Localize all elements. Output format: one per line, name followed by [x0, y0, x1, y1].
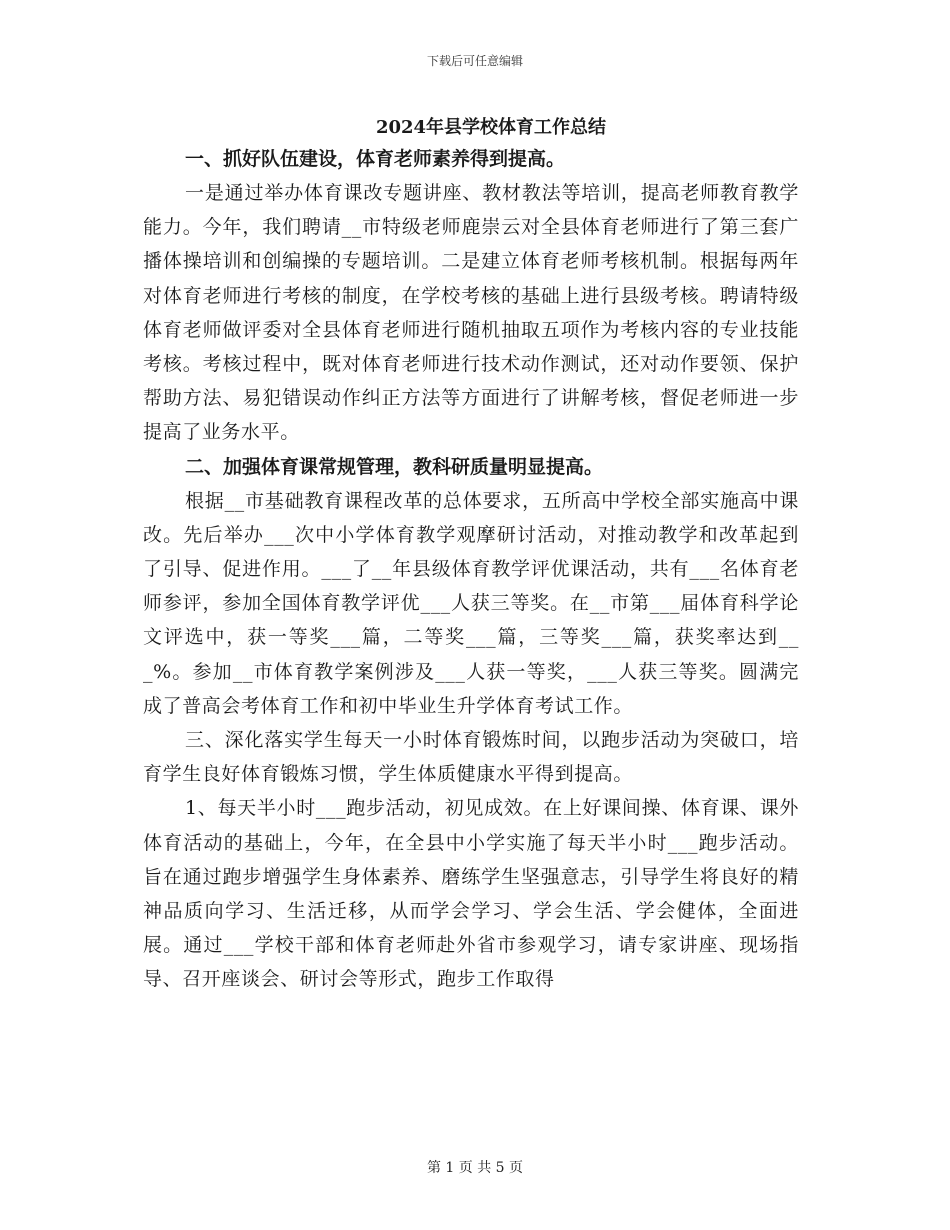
header-note: 下载后可任意编辑 — [426, 54, 523, 68]
paragraph-item-1: 1、每天半小时___跑步活动，初见成效。在上好课间操、体育课、课外体育活动的基础上，今年，在全县中小学实施了每天半小时___跑步活动。旨在通过跑步增强学生身体素养、磨练学生坚强意志，引导学生将良好的精神品质向学习、生活迁移，从而学会学习、学会生活、学会健体，全面进展。通过___学校干部和体育老师赴外省市参观学习，请专家讲座、现场指导、召开座谈会、研讨会等形式，跑步工作取得 — [143, 797, 799, 991]
paragraph-section-2: 根据__市基础教育课程改革的总体要求，五所高中学校全部实施高中课改。先后举办___次中小学体育教学观摩研讨活动，对推动教学和改革起到了引导、促进作用。___了__年县级体育教学评优课活动，共有___名体育老师参评，参加全国体育教学评优___人获三等奖。在__市第___届体育科学论文评选中，获一等奖___篇，二等奖___篇，三等奖___篇，获奖率达到___%。参加__市体育教学案例涉及___人获一等奖，___人获三等奖。圆满完成了普高会考体育工作和初中毕业生升学体育考试工作。 — [143, 489, 799, 717]
paragraph-section-3: 三、深化落实学生每天一小时体育锻炼时间，以跑步活动为突破口，培育学生良好体育锻炼习惯，学生体质健康水平得到提高。 — [143, 729, 799, 786]
page-number: 第 1 页 共 5 页 — [426, 1160, 524, 1176]
section-heading-1: 一、抓好队伍建设，体育老师素养得到提高。 — [185, 148, 566, 170]
section-heading-2: 二、加强体育课常规管理，教科研质量明显提高。 — [185, 455, 604, 478]
document-body — [143, 114, 799, 997]
document-title: 2024年县学校体育工作总结 — [375, 117, 607, 138]
paragraph-section-1: 一是通过举办体育课改专题讲座、教材教法等培训，提高老师教育教学能力。今年，我们聘请__市特级老师鹿崇云对全县体育老师进行了第三套广播体操培训和创编操的专题培训。二是建立体育老师考核机制。根据每两年对体育老师进行考核的制度，在学校考核的基础上进行县级考核。聘请特级体育老师做评委对全县体育老师进行随机抽取五项作为考核内容的专业技能考核。考核过程中，既对体育老师进行技术动作测试，还对动作要领、保护帮助方法、易犯错误动作纠正方法等方面进行了讲解考核，督促老师进一步提高了业务水平。 — [143, 182, 799, 444]
